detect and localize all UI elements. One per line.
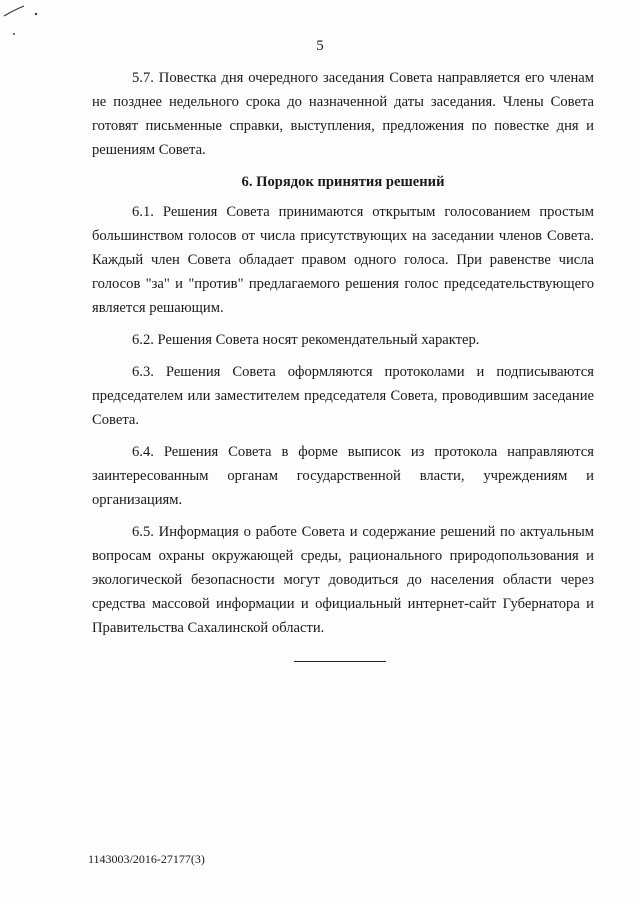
page-number: 5 [316, 38, 324, 54]
end-divider [294, 661, 386, 662]
paragraph-6-1: 6.1. Решения Совета принимаются открытым голосованием простым большинством голосов от числа присутствующих на заседании членов Совета. Каждый член Совета обладает правом одного голоса. При равенстве числа голосов "за" и "против" предлагаемого решения голос председательствующего является решающим. [92, 204, 594, 316]
document-id: 1143003/2016-27177(3) [88, 852, 205, 866]
scan-pen-mark [0, 0, 60, 40]
paragraph-5-7: 5.7. Повестка дня очередного заседания Совета направляется его членам не позднее недельного срока до назначенной даты заседания. Члены Совета готовят письменные справки, выступления, предложения по повестке дня и решениям Совета. [92, 70, 594, 158]
paragraph-6-4: 6.4. Решения Совета в форме выписок из протокола направляются заинтересованным органам государственной власти, учреждениям и организациям. [92, 444, 594, 508]
paragraph-6-5: 6.5. Информация о работе Совета и содержание решений по актуальным вопросам охраны окружающей среды, рационального природопользования и экологической безопасности могут доводиться до населения области через средства массовой информации и официальный интернет-сайт Губернатора и Правительства Сахалинской области. [92, 524, 594, 636]
paragraph-6-2: 6.2. Решения Совета носят рекомендательный характер. [132, 332, 480, 348]
paragraph-6-3: 6.3. Решения Совета оформляются протоколами и подписываются председателем или заместителем председателя Совета, проводившим заседание Совета. [92, 364, 594, 428]
section-heading: 6. Порядок принятия решений [241, 174, 445, 190]
document-body [92, 66, 594, 648]
